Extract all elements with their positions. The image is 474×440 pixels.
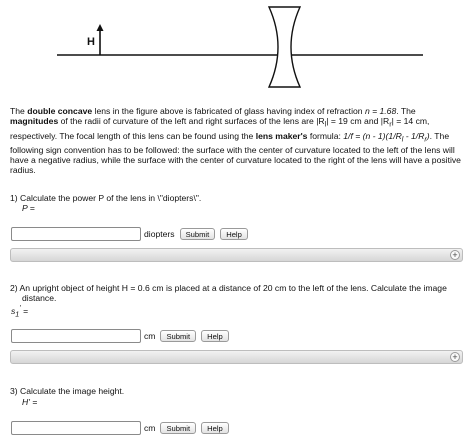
- object-height-label: H: [87, 36, 95, 48]
- double-concave-term: double concave: [27, 106, 93, 116]
- image-distance-answer-input[interactable]: [11, 329, 141, 343]
- question-3-submit-button[interactable]: Submit: [160, 422, 196, 434]
- image-height-unit-label: cm: [144, 423, 156, 433]
- power-unit-label: diopters: [144, 229, 175, 239]
- magnitudes-term: magnitudes: [10, 116, 59, 127]
- question-1-answer-row: [11, 226, 248, 242]
- question-1-expand-bar[interactable]: [10, 248, 463, 262]
- plus-circle-icon[interactable]: +: [450, 352, 460, 362]
- lens-diagram-svg: [0, 0, 474, 100]
- question-3-title: 3) Calculate the image height.: [10, 386, 125, 396]
- lens-makers-formula: $1/f = (n - 1)(1/R_l - 1/R_r)$: [343, 130, 430, 144]
- question-1-submit-button[interactable]: Submit: [180, 228, 216, 240]
- plus-circle-icon[interactable]: +: [450, 250, 460, 260]
- question-1-help-button[interactable]: Help: [220, 228, 248, 240]
- question-1-title: 1) Calculate the power P of the lens in \"diopters\".: [10, 193, 202, 203]
- question-3-help-button[interactable]: Help: [201, 422, 229, 434]
- object-arrow-head: [97, 24, 104, 31]
- question-2-variable: $s_1'$ =: [11, 304, 29, 319]
- lens-makers-term: lens maker's: [255, 130, 308, 141]
- question-2-help-button[interactable]: Help: [201, 330, 229, 342]
- question-1-variable: P =: [22, 203, 35, 213]
- lens-diagram: [0, 0, 474, 100]
- question-3-variable: H' =: [22, 397, 38, 407]
- question-2-expand-bar[interactable]: [10, 350, 463, 364]
- double-concave-lens: [269, 7, 300, 87]
- question-3-answer-row: [11, 420, 229, 436]
- image-height-answer-input[interactable]: [11, 421, 141, 435]
- image-distance-unit-label: cm: [144, 331, 156, 341]
- power-answer-input[interactable]: [11, 227, 141, 241]
- problem-statement: The double concave lens in the figure above is fabricated of glass having index of refraction n = 1.68. The magnitudes of the radii of curvature of the left and right surfaces of the lens are $|R_l| = 19$ cm and $|R_r| = 14$ cm, respectively. The focal length of this lens can be found using the lens maker's formula: $1/f = (n - 1)(1/R_l - 1/R_r)$. The following sign convention has to be followed: the surface with the center of curvature located to the left of the lens will have a negative radius, while the surface with the center of curvature located to the right of the lens will have a positive radius.: [10, 106, 461, 176]
- question-2-submit-button[interactable]: Submit: [160, 330, 196, 342]
- question-2-answer-row: [11, 328, 229, 344]
- index-value: n = 1.68: [364, 106, 397, 116]
- question-2-title: 2) An upright object of height H = 0.6 cm is placed at a distance of 20 cm to the left of the lens. Calculate the image distance.: [10, 283, 447, 304]
